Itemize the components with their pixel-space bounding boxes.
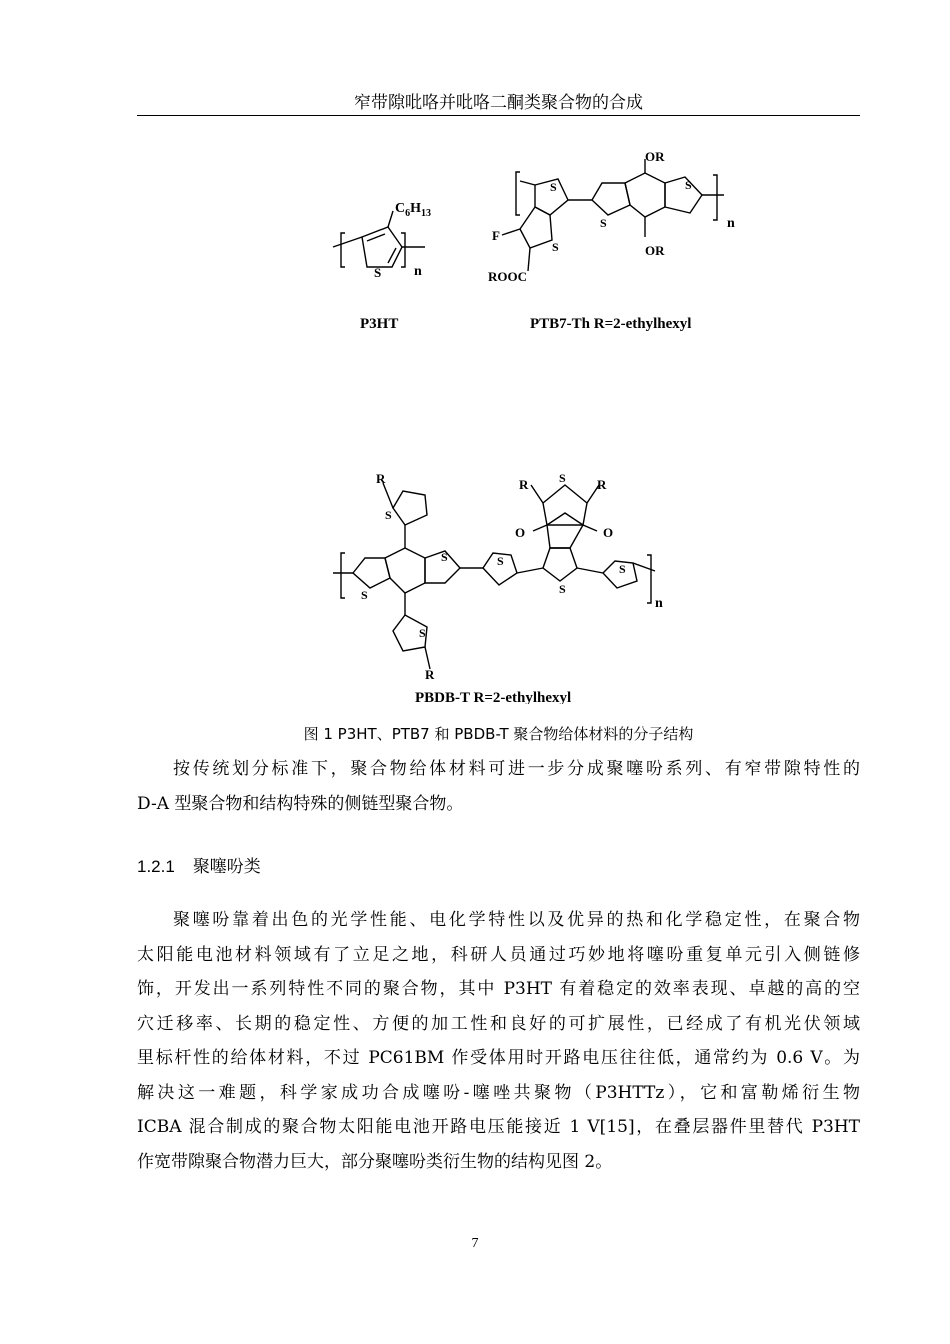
paragraph-1: [137, 752, 860, 821]
ptb7-sulfur-1: S: [550, 180, 557, 194]
p3ht-c-label: C: [395, 201, 406, 216]
paragraph-2: [137, 903, 860, 1179]
pbdb-t-name: PBDB-T R=2-ethylhexyl: [415, 690, 572, 704]
ptb7-sulfur-2: S: [552, 240, 559, 254]
paragraph-2-line: 穴迁移率、长期的稳定性、方便的加工性和良好的可扩展性，已经成了有机光伏领域: [137, 1013, 860, 1034]
ptb7-or-top: OR: [645, 149, 665, 164]
p3ht-sulfur-label: S: [374, 265, 382, 280]
pbdb-o-left: O: [515, 525, 526, 540]
pbdb-r-right-1: R: [519, 477, 529, 492]
running-header: 窄带隙吡咯并吡咯二酮类聚合物的合成: [354, 93, 643, 113]
pbdb-r-top-left: R: [376, 471, 386, 486]
ptb7-sulfur-3: S: [600, 216, 607, 230]
pbdb-sulfur-6: S: [559, 471, 566, 485]
paragraph-2-line: 作宽带隙聚合物潜力巨大，部分聚噻吩类衍生物的结构见图 2。: [137, 1151, 613, 1172]
ptb7-th-name: PTB7-Th R=2-ethylhexyl: [530, 316, 692, 332]
pbdb-o-right: O: [603, 525, 614, 540]
header-rule: [137, 115, 860, 116]
paragraph-1-line: D-A 型聚合物和结构特殊的侧链型聚合物。: [137, 793, 464, 814]
page-number: 7: [471, 1236, 479, 1251]
pbdb-n-label: n: [655, 596, 663, 611]
paragraph-2-line: 太阳能电池材料领域有了立足之地，科研人员通过巧妙地将噻吩重复单元引入侧链修: [137, 944, 860, 965]
paragraph-2-line: 聚噻吩靠着出色的光学性能、电化学特性以及优异的热和化学稳定性，在聚合物: [173, 910, 860, 930]
paragraph-2-line: 饰，开发出一系列特性不同的聚合物，其中 P3HT 有着稳定的效率表现、卓越的高的空: [137, 979, 860, 999]
section-number: 1.2.1: [137, 857, 175, 876]
p3ht-h-label: H: [410, 201, 422, 216]
paragraph-2-line: ICBA 混合制成的聚合物太阳能电池开路电压能接近 1 V[15]，在叠层器件里替代 P3HT: [137, 1117, 860, 1137]
ptb7-rooc-label: ROOC: [488, 269, 527, 284]
ptb7-f-label: F: [492, 228, 500, 243]
p3ht-structure: [325, 195, 455, 285]
paragraph-2-line: 里标杆性的给体材料，不过 PC61BM 作受体用时开路电压往往低，通常约为 0.6 V。为: [137, 1048, 860, 1068]
pbdb-t-structure: [325, 463, 685, 708]
pbdb-r-bottom: R: [425, 667, 435, 682]
ptb7-sulfur-4: S: [685, 178, 692, 192]
pbdb-r-right-2: R: [597, 477, 607, 492]
pbdb-sulfur-7: S: [559, 582, 566, 596]
pbdb-sulfur-2: S: [419, 626, 426, 640]
pbdb-sulfur-4: S: [361, 588, 368, 602]
paragraph-2-line: 解决这一难题，科学家成功合成噻吩-噻唑共聚物（P3HTTz），它和富勒烯衍生物: [137, 1082, 860, 1103]
p3ht-name: P3HT: [360, 316, 399, 332]
ptb7-n-label: n: [727, 216, 735, 231]
pbdb-sulfur-3: S: [441, 550, 448, 564]
p3ht-sub6: 6: [405, 208, 411, 219]
section-title: 聚噻吩类: [192, 857, 261, 877]
section-heading: [137, 852, 261, 877]
ptb7-or-bottom: OR: [645, 243, 665, 258]
ptb7-th-structure: [480, 145, 750, 295]
svg-text:C6H13: [395, 201, 431, 219]
pbdb-sulfur-5: S: [497, 554, 504, 568]
pbdb-sulfur-8: S: [619, 562, 626, 576]
figure-caption: 图 1 P3HT、PTB7 和 PBDB-T 聚合物给体材料的分子结构: [303, 725, 694, 743]
pbdb-sulfur-1: S: [385, 508, 392, 522]
paragraph-1-line: 按传统划分标准下，聚合物给体材料可进一步分成聚噻吩系列、有窄带隙特性的: [173, 759, 860, 779]
p3ht-n-label: n: [414, 264, 422, 279]
p3ht-sub13: 13: [421, 208, 432, 219]
